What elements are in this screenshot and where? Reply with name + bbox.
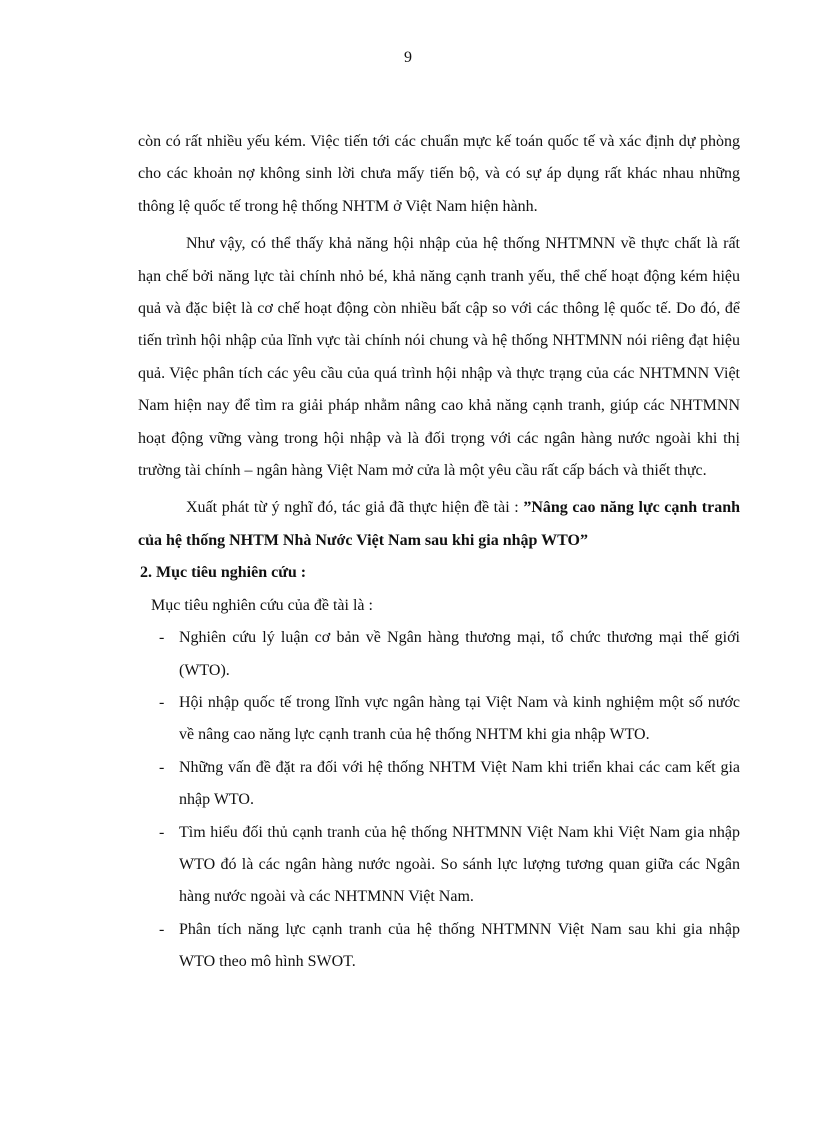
list-item bbox=[138, 752, 740, 817]
integration-paragraph: Như vậy, có thể thấy khả năng hội nhập của hệ thống NHTMNN về thực chất là rất hạn chế bởi năng lực tài chính nhỏ bé, khả năng cạnh tranh yếu, thể chế hoạt động kém hiệu quả và đặc biệt là cơ chế hoạt động còn nhiều bất cập so với các thông lệ quốc tế. Do đó, để tiến trình hội nhập của lĩnh vực tài chính nói chung và hệ thống NHTMNN nói riêng đạt hiệu quả. Việc phân tích các yêu cầu của quá trình hội nhập và thực trạng của các NHTMNN Việt Nam hiện nay để tìm ra giải pháp nhằm nâng cao khả năng cạnh tranh, giúp các NHTMNN hoạt động vững vàng trong hội nhập và là đối trọng với các ngân hàng nước ngoài khi thị trường tài chính – ngân hàng Việt Nam mở cửa là một yêu cầu rất cấp bách và thiết thực. bbox=[138, 235, 740, 480]
document-body bbox=[138, 126, 740, 979]
bullet-dash: - bbox=[159, 693, 165, 711]
list-item-text: Phân tích năng lực cạnh tranh của hệ thống NHTMNN Việt Nam sau khi gia nhập WTO theo mô hình SWOT. bbox=[179, 920, 740, 971]
bullet-dash: - bbox=[159, 629, 165, 647]
topic-intro: Xuất phát từ ý nghĩ đó, tác giả đã thực hiện đề tài : bbox=[186, 499, 524, 517]
list-item-text: Hội nhập quốc tế trong lĩnh vực ngân hàng tại Việt Nam và kinh nghiệm một số nước về nâng cao năng lực cạnh tranh của hệ thống NHTM khi gia nhập WTO. bbox=[179, 693, 740, 744]
list-item-text: Nghiên cứu lý luận cơ bản về Ngân hàng thương mại, tổ chức thương mại thế giới (WTO). bbox=[179, 629, 740, 679]
list-item bbox=[138, 687, 740, 752]
topic-paragraph bbox=[138, 492, 740, 557]
list-item-text: Tìm hiểu đối thủ cạnh tranh của hệ thống NHTMNN Việt Nam khi Việt Nam gia nhập WTO đó là các ngân hàng nước ngoài. So sánh lực lượng tương quan giữa các Ngân hàng nước ngoài và các NHTMNN Việt Nam. bbox=[179, 823, 740, 906]
list-item bbox=[138, 622, 740, 687]
section-intro: Mục tiêu nghiên cứu của đề tài là : bbox=[151, 596, 373, 614]
bullet-dash: - bbox=[159, 758, 165, 776]
continuation-paragraph: còn có rất nhiều yếu kém. Việc tiến tới các chuẩn mực kế toán quốc tế và xác định dự phòng cho các khoản nợ không sinh lời chưa mấy tiến bộ, và có sự áp dụng rất khác nhau những thông lệ quốc tế trong hệ thống NHTM ở Việt Nam hiện hành. bbox=[138, 133, 740, 215]
topic-title: ”Nâng cao năng lực cạnh tranh của hệ thống NHTM Nhà Nước Việt Nam sau khi gia nhập WTO” bbox=[138, 499, 741, 549]
list-item bbox=[138, 914, 740, 979]
list-item-text: Những vấn đề đặt ra đối với hệ thống NHTM Việt Nam khi triển khai các cam kết gia nhập WTO. bbox=[179, 758, 740, 809]
objectives-list bbox=[138, 622, 740, 978]
bullet-dash: - bbox=[159, 823, 165, 841]
section-heading: 2. Mục tiêu nghiên cứu : bbox=[140, 564, 307, 582]
bullet-dash: - bbox=[159, 920, 165, 938]
list-item bbox=[138, 817, 740, 914]
page-number: 9 bbox=[404, 49, 412, 66]
